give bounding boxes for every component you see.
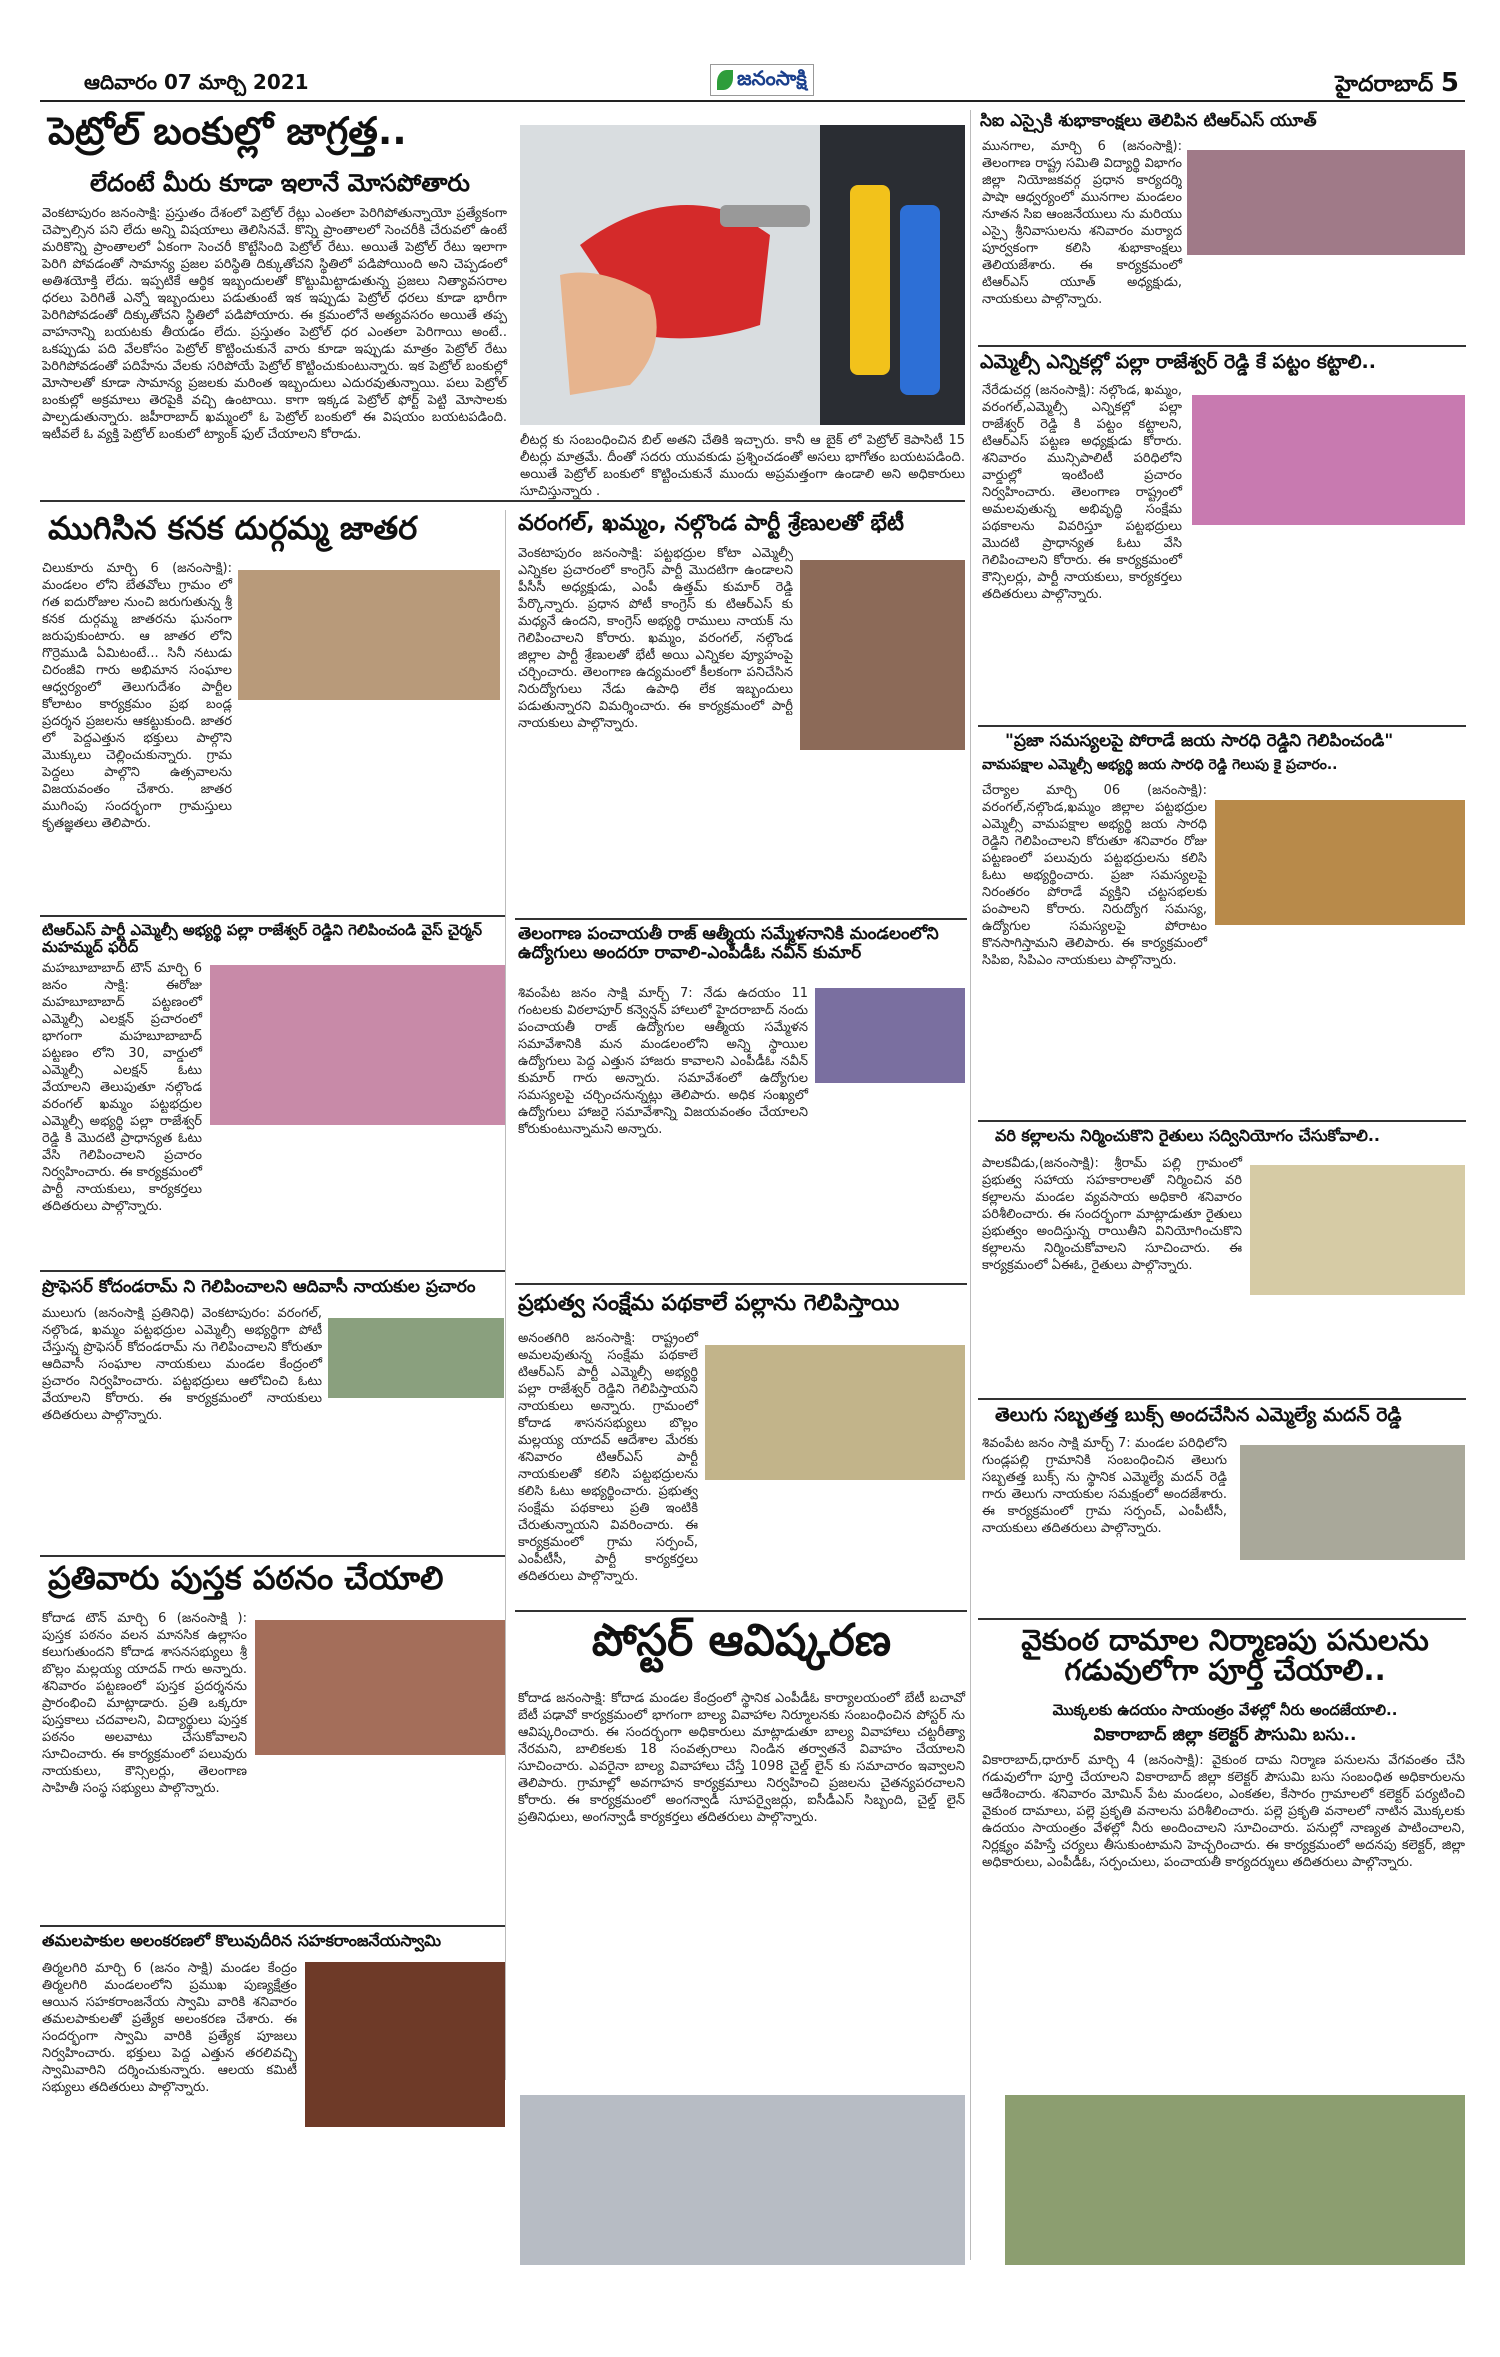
article-body: ములుగు (జనంసాక్షి ప్రతినిధి) వెంకటాపురం: వరంగల్, నల్గొండ, ఖమ్మం పట్టభద్రుల ఎమ్మెల్సీ అభ్యర్థిగా పోటీ చేస్తున్న ప్రొఫెసర్ కోదండరామ్ ను గెలిపించాలని కోరుతూ ఆదివాసీ సంఘాల నాయకులు మండల కేంద్రంలో ప్రచారం నిర్వహించారు. పట్టభద్రులు ఆలోచించి ఓటు వేయాలని కోరారు. ఈ కార్యక్రమంలో నాయకులు తదితరులు పాల్గొన్నారు. [42,1306,322,1423]
header-rule [40,100,1465,102]
section-divider [515,918,967,920]
article-body: కోదాడ టౌన్ మార్చి 6 (జనంసాక్షి ): పుస్తక పఠనం వలన మానసిక ఉల్లాసం కలుగుతుందని కోదాడ శాసనసభ్యులు శ్రీ బొల్లం మల్లయ్య యాదవ్ గారు అన్నారు. శనివారం పట్టణంలో పుస్తక ప్రదర్శనను ప్రారంభించి మాట్లాడారు. ప్రతి ఒక్కరూ పుస్తకాలు చదవాలని, విద్యార్థులు పుస్తక పఠనం అలవాటు చేసుకోవాలని సూచించారు. ఈ కార్యక్రమంలో పలువురు నాయకులు, కౌన్సిలర్లు, తెలంగాణ సాహితీ సంస్థ సభ్యులు పాల్గొన్నారు. [42,1611,247,1796]
rally-photo [1192,395,1465,525]
article-subheadline: లేదంటే మీరు కూడా ఇలానే మోసపోతారు [90,169,470,197]
article-headline: ప్రభుత్వ సంక్షేమ పథకాలే పల్లాను గెలిపిస్తాయి [518,1291,900,1316]
article-headline: పెట్రోల్ బంకుల్లో జాగ్రత్త.. [48,109,407,153]
article-headline: టిఆర్ఎస్ పార్టీ ఎమ్మెల్సీ అభ్యర్థి పల్లా రాజేశ్వర్ రెడ్డిని గెలిపించండి వైస్ చైర్మన్ మహమ్మద్ ఫరీద్ [42,921,483,956]
temple-photo [305,1962,505,2127]
article-body-continued [982,1565,1465,1615]
campaign-photo [1215,800,1465,925]
article-headline: ప్రొఫెసర్ కోదండరామ్ ని గెలిపించాలని ఆదివాసీ నాయకుల ప్రచారం [42,1277,476,1297]
section-divider [978,1618,1466,1620]
page-header [40,62,1465,102]
page-number: 5 [1440,68,1459,98]
article-headline: వరి కల్లాలను నిర్మించుకొని రైతులు సద్వినియోగం చేసుకోవాలి.. [995,1126,1380,1145]
poster-launch-photo [520,2095,965,2265]
section-divider [40,1925,505,1927]
section-divider [40,1555,505,1557]
article-body-continued [982,585,1465,725]
article-headline: పోస్టర్ ఆవిష్కరణ [591,1615,892,1666]
group-photo [328,1318,504,1398]
article-headline: "ప్రజా సమస్యలపై పోరాడే జయ సారధి రెడ్డిని గెలిపించండి" [1005,731,1394,751]
city-name: హైదరాబాద్ [1335,72,1434,97]
section-divider [978,1398,1466,1400]
article-body-continued [42,1400,504,1550]
article-body: చేర్యాల మార్చి 06 (జనంసాక్షి): వరంగల్,నల్గొండ,ఖమ్మం జిల్లాల పట్టభద్రుల ఎమ్మెల్సీ వామపక్షాల అభ్యర్థి జయ సారధి రెడ్డిని గెలిపించాలని కోరుతూ శనివారం రోజు పట్టణంలో పలువురు పట్టభద్రులను కలిసి ఓటు అభ్యర్థించారు. ప్రజా సమస్యలపై నిరంతరం పోరాడే వ్యక్తిని చట్టసభలకు పంపాలని కోరారు. నిరుద్యోగ సమస్య, ఉద్యోగుల సమస్యలపై పోరాటం కొనసాగిస్తామని తెలిపారు. ఈ కార్యక్రమంలో సిపిఐ, సిపిఎం నాయకులు పాల్గొన్నారు. [982,783,1207,968]
article-headline: ప్రతివారు పుస్తక పఠనం చేయాలి [48,1559,444,1597]
article-body-continued [42,1775,504,1920]
article-continued: లీటర్ల కు సంబంధించిన బిల్ అతని చేతికి ఇచ్చారు. కానీ ఆ బైక్ లో పెట్రోల్ కెపాసిటీ 15 లీటర్లు మాత్రమే. దీంతో సదరు యువకుడు ప్రశ్నించడంతో అసలు భాగోతం బయటపడింది. అయితే పెట్రోల్ బంకులో కొట్టించుకునే ముందు అప్రమత్తంగా ఉండాలి అని అధికారులు సూచిస్తున్నారు . [520,433,965,499]
section-divider [978,1120,1466,1122]
leaf-icon [717,70,733,90]
drying-yard-photo [1250,1165,1465,1295]
article-body: వికారాబాద్,ధారూర్ మార్చి 4 (జనంసాక్షి): వైకుంఠ దామ నిర్మాణ పనులను వేగవంతం చేసి గడువులోగా పూర్తి చేయాలని వికారాబాద్ జిల్లా కలెక్టర్ పౌసుమి బసు సంబంధిత అధికారులను ఆదేశించారు. శనివారం మోమిన్ పేట మండలం, ఎంకతల, కేసారం గ్రామాలలో కలెక్టర్ పర్యటించి వైకుంఠ దామాలు, పల్లె ప్రకృతి వనాలను పరిశీలించారు. పల్లె ప్రకృతి వనాలలో నాటిన మొక్కలకు ఉదయం సాయంత్రం వేళల్లో నీరు అందించాలని సూచించారు. పనుల్లో నాణ్యత పాటించాలని, నిర్లక్ష్యం వహిస్తే చర్యలు తీసుకుంటామని హెచ్చరించారు. ఈ కార్యక్రమంలో అదనపు కలెక్టర్, జిల్లా అధికారులు, ఎంపీడీఓ, సర్పంచులు, పంచాయతీ కార్యదర్శులు తదితరులు పాల్గొన్నారు. [982,1753,1465,1870]
politician-photo [800,560,965,750]
article-subheadline: మొక్కలకు ఉదయం సాయంత్రం వేళల్లో నీరు అందజేయాలి.. [1052,1701,1398,1719]
festival-photo [238,570,500,700]
article-body: వెంకటాపురం జనంసాక్షి: ప్రస్తుతం దేశంలో పెట్రోల్ రేట్లు ఎంతలా పెరిగిపోతున్నాయో ప్రత్యేకంగా చెప్పాల్సిన పని లేదు అన్ని విషయాలు తెలిసినవే. కొన్ని ప్రాంతాలలో సెంచరీకి చేరువలో ఉంటే మరికొన్ని ప్రాంతాలలో ఏకంగా సెంచరీ కొట్టేసింది పెట్రోల్ రేటు. అయితే పెట్రోల్ రేటు ఇలాగా పెరిగి పోవడంతో సామాన్య ప్రజల పరిస్థితి దిక్కుతోచని స్థితిలో పడిపోయింది అని చెప్పడంలో అతిశయోక్తి లేదు. ఇప్పటికే ఆర్థిక ఇబ్బందులతో కొట్టుమిట్టాడుతున్న ప్రజలు నిత్యావసరాల ధరలు పెరిగితే ఎన్నో ఇబ్బందులు పడుతుంటే ఇక ఇప్పుడు పెట్రోల్ ధరలు కూడా భారీగా పెరిగిపోవడంతో దిక్కుతోచని స్థితిలో పడిపోయారు. ఈ క్రమంలోనే అత్యవసరం అయితే తప్ప వాహనాన్ని బయటకు తీయడం లేదు. ప్రస్తుతం పెట్రోల్ ధర ఎంతలా పెరిగాయి అంటే.. ఒకప్పుడు పది వేలకోసం పెట్రోల్ కొట్టించుకునే వారు కూడా ఇప్పుడు మాత్రం పెట్రోల్ రేటు పెరిగిపోవడంతో పదిహేను వేలకు సరిపోయే పెట్రోల్ కొట్టించుకుంటున్నారు. ఇక పెట్రోల్ బంకుల్లో మోసాలతో కూడా సామాన్య ప్రజలకు మరింత ఇబ్బందులు ఎదురవుతున్నాయి. పలు పెట్రోల్ బంకుల్లో అక్రమాలు తెరపైకి వచ్చి ఉంటాయి. కాగా ఇక్కడ పెట్రోల్ ఫోర్ట్ పెట్టి మోసాలకు పాల్పడుతున్నారు. జహీరాబాద్ ఖమ్మంలో ఓ పెట్రోల్ బంకులో ఈ విషయం బయటపడింది. ఇటీవలే ఓ వ్యక్తి పెట్రోల్ బంకులో ట్యాంక్ ఫుల్ చేయాలని కోరాడు. [42,206,507,442]
article-headline: వరంగల్, ఖమ్మం, నల్గొండ పార్టీ శ్రేణులతో భేటీ [518,511,905,536]
article-subheadline: వికారాబాద్ జిల్లా కలెక్టర్ పౌసుమి బసు.. [1093,1725,1357,1745]
logo-text: జనంసాక్షి [737,65,807,90]
article-headline: ఎమ్మెల్సీ ఎన్నికల్లో పల్లా రాజేశ్వర్ రెడ్డి కే పట్టం కట్టాలి.. [980,351,1376,373]
article-body-continued [42,712,502,910]
campaign-photo [210,965,505,1125]
article-body: శివంపేట జనం సాక్షి మార్చ్ 7: నేడు ఉదయం 11 గంటలకు విఠలాపూర్ కన్వెన్షన్ హాలులో హైదరాబాద్ నందు పంచాయతీ రాజ్ ఉద్యోగుల ఆత్మీయ సమ్మేళన సమావేశానికి మన మండలంలోని అన్ని స్థాయిల ఉద్యోగులు పెద్ద ఎత్తున హాజరు కావాలని ఎంపీడీఓ నవీన్ కుమార్ గారు అన్నారు. సమావేశంలో ఉద్యోగుల సమస్యలపై చర్చించనున్నట్లు తెలిపారు. అధిక సంఖ్యలో ఉద్యోగులు హాజరై సమావేశాన్ని విజయవంతం చేయాలని కోరుకుంటున్నామని అన్నారు. [518,986,808,1137]
petrol-nozzle-photo [520,125,965,425]
section-divider [978,725,1466,727]
petrol-nozzle-illustration [520,125,965,425]
masthead-logo [710,64,814,96]
officer-photo [815,988,965,1083]
article-body: కోదాడ జనంసాక్షి: కోదాడ మండల కేంద్రంలో స్థానిక ఎంపీడీఓ కార్యాలయంలో బేటీ బచావో బేటీ పఢావో కార్యక్రమంలో భాగంగా బాల్య వివాహాల నిర్మూలనకు సంబంధించిన పోస్టర్ ను ఆవిష్కరించారు. ఈ సందర్భంగా అధికారులు మాట్లాడుతూ బాల్య వివాహాలు చట్టరీత్యా నేరమని, బాలికలకు 18 సంవత్సరాలు నిండిన తర్వాతనే వివాహం చేయాలని సూచించారు. ఎవరైనా బాల్య వివాహాలు చేస్తే 1098 చైల్డ్ లైన్ కు సమాచారం ఇవ్వాలని తెలిపారు. గ్రామాల్లో అవగాహన కార్యక్రమాలు నిర్వహించి ప్రజలను చైతన్యపరచాలని కోరారు. ఈ కార్యక్రమంలో అంగన్వాడీ సూపర్వైజర్లు, ఐసీడీఎస్ సిబ్బంది, చైల్డ్ లైన్ ప్రతినిధులు, అంగన్వాడీ కార్యకర్తలు తదితరులు పాల్గొన్నారు. [518,1691,965,1825]
article-headline: తెలుగు సబ్బతత్త బుక్స్ అందచేసిన ఎమ్మెల్యే మదన్ రెడ్డి [995,1404,1402,1426]
section-divider [978,345,1466,347]
article-body: వెంకటాపురం జనంసాక్షి: పట్టభద్రుల కోటా ఎమ్మెల్సీ ఎన్నికల ప్రచారంలో కాంగ్రెస్ పార్టీ మొదటిగా ఉండాలని పీసీసీ అధ్యక్షుడు, ఎంపీ ఉత్తమ్ కుమార్ రెడ్డి పేర్కొన్నారు. ప్రధాన పోటీ కాంగ్రెస్ కు టిఆర్ఎస్ కు మధ్యనే ఉందని, కాంగ్రెస్ అభ్యర్థి రాములు నాయక్ ను గెలిపించాలని కోరారు. ఖమ్మం, వరంగల్, నల్గొండ జిల్లాల పార్టీ శ్రేణులతో భేటీ అయి ఎన్నికల వ్యూహంపై చర్చించారు. తెలంగాణ ఉద్యమంలో కీలకంగా పనిచేసిన నిరుద్యోగులు నేడు ఉపాధి లేక ఇబ్బందులు పడుతున్నారని విమర్శించారు. ఈ కార్యక్రమంలో పార్టీ నాయకులు పాల్గొన్నారు. [518,546,793,731]
article-body: మహబూబాబాద్ టౌన్ మార్చి 6 జనం సాక్షి: ఈరోజు మహబూబాబాద్ పట్టణంలో ఎమ్మెల్సీ ఎలక్షన్ ప్రచారంలో భాగంగా మహబూబాబాద్ పట్టణం లోని 30, వార్డులో ఎమ్మెల్సీ ఎలక్షన్ ఓటు వేయాలని తెలుపుతూ నల్గొండ వరంగల్ ఖమ్మం పట్టభద్రుల ఎమ్మెల్సీ అభ్యర్థి పల్లా రాజేశ్వర్ రెడ్డి కి మొదటి ప్రాధాన్యత ఓటు వేసి గెలిపించాలని ప్రచారం నిర్వహించారు. ఈ కార్యక్రమంలో పార్టీ నాయకులు, కార్యకర్తలు తదితరులు పాల్గొన్నారు. [42,961,202,1214]
article-headline: సిఐ ఎస్సైకి శుభాకాంక్షలు తెలిపిన టిఆర్ఎస్ యూత్ [980,111,1317,131]
article-body: నేరేడుచర్ల (జనంసాక్షి): నల్గొండ, ఖమ్మం, వరంగల్,ఎమ్మెల్సీ ఎన్నికల్లో పల్లా రాజేశ్వర్ రెడ్డి కి పట్టం కట్టాలని, టిఆర్ఎస్ పట్టణ అధ్యక్షుడు కోరారు. శనివారం మున్సిపాలిటీ పరిధిలోని వార్డుల్లో ఇంటింటి ప్రచారం నిర్వహించారు. తెలంగాణ రాష్ట్రంలో అమలవుతున్న అభివృద్ధి సంక్షేమ పథకాలను వివరిస్తూ పట్టభద్రులు మొదటి ప్రాధాన్యత ఓటు వేసి గెలిపించాలని కోరారు. ఈ కార్యక్రమంలో కౌన్సిలర్లు, పార్టీ నాయకులు, కార్యకర్తలు తదితరులు పాల్గొన్నారు. [982,383,1182,602]
article-body: చిలుకూరు మార్చి 6 (జనంసాక్షి): మండలం లోని బేతవోలు గ్రామం లో గత ఐదురోజుల నుంచి జరుగుతున్న శ్రీ కనక దుర్గమ్మ జాతరను ఘనంగా జరుపుకుంటారు. ఆ జాతర లోని గొర్రెముడి ఏమిటంటే... సినీ నటుడు చిరంజీవి గారు అభిమాన సంఘాల ఆధ్వర్యంలో తెలుగుదేశం పార్టీల కోలాటం కార్యక్రమం ప్రభ బండ్ల ప్రదర్శన ప్రజలను ఆకట్టుకుంది. జాతర లో పెద్దఎత్తున భక్తులు పాల్గొని మొక్కులు చెల్లించుకున్నారు. గ్రామ పెద్దలు పాల్గొని ఉత్సవాలను విజయవంతం చేశారు. జాతర ముగింపు సందర్భంగా గ్రామస్తులు కృతజ్ఞతలు తెలిపారు. [42,561,232,831]
section-divider [40,915,505,917]
article-body-continued [42,1130,504,1250]
issue-date: ఆదివారం 07 మార్చి 2021 [84,70,309,94]
article-body-continued [518,1484,965,1604]
article-body: శివంపేట జనం సాక్షి మార్చ్ 7: మండల పరిధిలోని గుండ్లపల్లి గ్రామానికి సంబంధించిన తెలుగు సబ్బతత్త బుక్స్ ను స్థానిక ఎమ్మెల్యే మదన్ రెడ్డి గారు తెలుగు నాయకుల సమక్షంలో అందజేశారు. ఈ కార్యక్రమంలో గ్రామ సర్పంచ్, ఎంపీటీసీ, నాయకులు తదితరులు పాల్గొన్నారు. [982,1436,1227,1536]
section-divider [515,1283,967,1285]
article-body: పాలకవీడు,(జనంసాక్షి): శ్రీరామ్ పల్లి గ్రామంలో ప్రభుత్వ సహాయ సహకారాలతో నిర్మించిన వరి కల్లాలను మండల వ్యవసాయ అధికారి శనివారం పరిశీలించారు. ఈ సందర్భంగా మాట్లాడుతూ రైతులు ప్రభుత్వం అందిస్తున్న రాయితీని వినియోగించుకొని కల్లాలను నిర్మించుకోవాలని సూచించారు. ఈ కార్యక్రమంలో ఏఈఓ, రైతులు పాల్గొన్నారు. [982,1156,1242,1273]
greeting-photo [1187,150,1465,255]
edition-city [1335,68,1459,102]
section-divider [515,1610,967,1612]
column-divider [505,510,506,2080]
article-headline: తమలపాకుల అలంకరణలో కొలువుదీరిన సహకరాంజనేయస్వామి [42,1931,442,1950]
article-body: మునగాల, మార్చి 6 (జనంసాక్షి): తెలంగాణ రాష్ట్ర సమితి విద్యార్థి విభాగం జిల్లా నియోజకవర్గ ప్రధాన కార్యదర్శి పాషా ఆధ్వర్యంలో మునగాల మండలం నూతన సిఐ ఆంజనేయులు ను మరియు ఎస్సై శ్రీనివాసులను శనివారం మర్యాద పూర్వకంగా కలిసి శుభాకాంక్షలు తెలియజేశారు. ఈ కార్యక్రమంలో టిఆర్ఎస్ యూత్ అధ్యక్షుడు, నాయకులు పాల్గొన్నారు. [982,139,1182,307]
section-divider [40,1270,505,1272]
article-body: తిర్మలగిరి మార్చి 6 (జనం సాక్షి) మండల కేంద్రం తిర్మలగిరి మండలంలోని ప్రముఖ పుణ్యక్షేత్రం ఆయిన సహకరాంజనేయ స్వామి వారికి శనివారం తమలపాకులతో ప్రత్యేక అలంకరణ చేశారు. ఈ సందర్భంగా స్వామి వారికి ప్రత్యేక పూజలు నిర్వహించారు. భక్తులు పెద్ద ఎత్తున తరలివచ్చి స్వామివారిని దర్శించుకున్నారు. ఆలయ కమిటీ సభ్యులు తదితరులు పాల్గొన్నారు. [42,1961,297,2095]
collector-visit-photo [1005,2095,1465,2265]
article-body-continued [518,752,965,917]
article-subheadline: వామపక్షాల ఎమ్మెల్సీ అభ్యర్థి జయ సారధి రెడ్డి గెలుపు కై ప్రచారం.. [982,757,1338,773]
article-headline: తెలంగాణ పంచాయతీ రాజ్ ఆత్మీయ సమ్మేళనానికి మండలంలోని ఉద్యోగులు అందరూ రావాలి-ఎంపీడీఓ నవీన్ కుమార్ [518,924,939,963]
article-body-continued [518,1158,965,1278]
meeting-photo [705,1345,965,1480]
article-body-continued [42,2172,504,2257]
article-body-continued [982,1312,1465,1402]
section-divider [40,500,965,502]
bookstall-photo [255,1620,505,1755]
article-body: అనంతగిరి జనంసాక్షి: రాష్ట్రంలో అమలవుతున్న సంక్షేమ పథకాలే టిఆర్ఎస్ పార్టీ ఎమ్మెల్సీ అభ్యర్థి పల్లా రాజేశ్వర్ రెడ్డిని గెలిపిస్తాయని నాయకులు అన్నారు. గ్రామంలో కోదాడ శాసనసభ్యులు బొల్లం మల్లయ్య యాదవ్ ఆదేశాల మేరకు శనివారం టిఆర్ఎస్ పార్టీ నాయకులతో కలిసి పట్టభద్రులను కలిసి ఓటు అభ్యర్థించారు. ప్రభుత్వ సంక్షేమ పథకాలు ప్రతి ఇంటికి చేరుతున్నాయని వివరించారు. ఈ కార్యక్రమంలో గ్రామ సర్పంచ్, ఎంపీటీసీ, పార్టీ కార్యకర్తలు తదితరులు పాల్గొన్నారు. [518,1331,698,1584]
article-headline: వైకుంఠ దామాల నిర్మాణపు పనులను గడువులోగా పూర్తి చేయాలి.. [1021,1623,1429,1688]
article-body-continued [982,925,1465,1095]
column-divider [970,110,971,2260]
article-headline: ముగిసిన కనక దుర్గమ్మ జాతర [48,509,418,547]
mla-photo [1240,1445,1465,1560]
